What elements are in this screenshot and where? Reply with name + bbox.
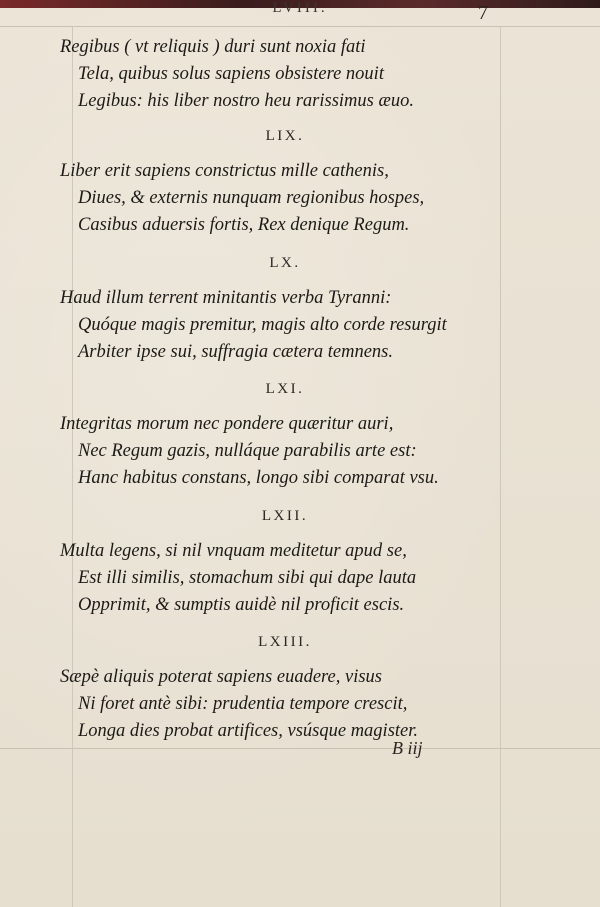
stanza-number-lxii: LXII.	[261, 508, 309, 524]
verse-line: Liber erit sapiens constrictus mille cathenis,	[60, 161, 389, 181]
verse-line: Casibus aduersis fortis, Rex denique Regum.	[78, 215, 410, 235]
verse-line: Multa legens, si nil vnquam meditetur apud se,	[60, 541, 407, 561]
verse-line: Arbiter ipse sui, suffragia cætera temnens.	[78, 342, 393, 362]
stanza-lxi	[60, 411, 530, 492]
verse-line: Legibus: his liber nostro heu rarissimus æuo.	[78, 91, 414, 111]
verse-line: Nec Regum gazis, nulláque parabilis arte est:	[78, 441, 417, 461]
stanza-lviii	[60, 34, 530, 115]
verse-line: Regibus ( vt reliquis ) duri sunt noxia fati	[60, 37, 366, 57]
stanza-number-lxiii: LXIII.	[258, 634, 312, 650]
verse-line: Integritas morum nec pondere quæritur auri,	[60, 414, 394, 434]
verse-line: Diues, & externis nunquam regionibus hospes,	[78, 188, 425, 208]
verse-line: Ni foret antè sibi: prudentia tempore crescit,	[78, 694, 408, 714]
verse-line: Est illi similis, stomachum sibi qui dape lauta	[78, 568, 417, 588]
ruled-line-top	[0, 26, 600, 27]
verse-line: Hanc habitus constans, longo sibi comparat vsu.	[78, 468, 439, 488]
stanza-lx	[60, 285, 530, 366]
running-stanza-number: LVIII.	[272, 0, 328, 16]
verse-line: Sæpè aliquis poterat sapiens euadere, visus	[60, 667, 383, 687]
stanza-number-lx: LX.	[269, 255, 301, 271]
stanza-number-lxi: LXI.	[265, 381, 305, 397]
verse-line: Tela, quibus solus sapiens obsistere nouit	[78, 64, 384, 84]
verse-line: Quóque magis premitur, magis alto corde resurgit	[78, 315, 447, 335]
verse-line: Longa dies probat artifices, vsúsque magister.	[78, 721, 419, 741]
verse-line: Opprimit, & sumptis auidè nil proficit escis.	[78, 595, 405, 615]
verse-line: Haud illum terrent minitantis verba Tyranni:	[60, 288, 392, 308]
stanza-lix	[60, 158, 530, 239]
ruled-line-bottom	[0, 748, 600, 749]
stanza-lxiii	[60, 664, 530, 745]
stanza-lxii	[60, 538, 530, 619]
folio-number: 7	[478, 2, 488, 24]
stanza-number-lix: LIX.	[265, 128, 305, 144]
signature-mark: B iij	[392, 738, 423, 758]
